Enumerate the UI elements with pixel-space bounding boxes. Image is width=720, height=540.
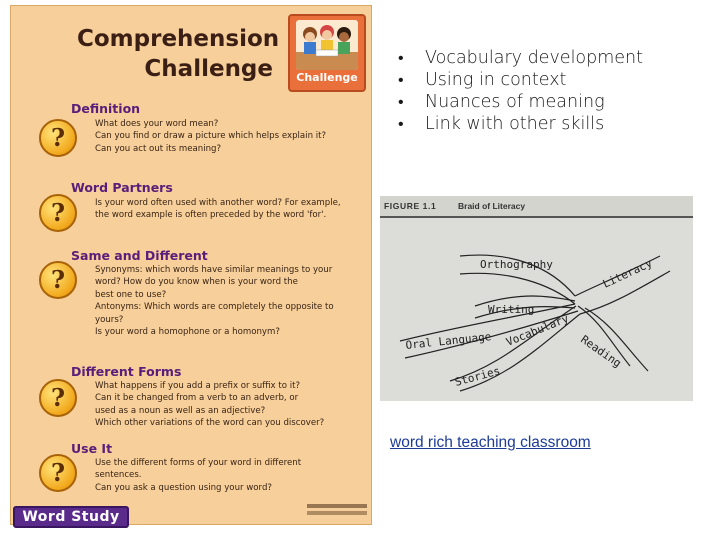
section-line: What does your word mean? — [95, 119, 219, 129]
section-body — [95, 380, 357, 430]
section-line: Synonyms: which words have similar meanings to your — [95, 265, 333, 275]
section-line: Is your word a homophone or a homonym? — [95, 327, 280, 338]
poster-credit-logo — [307, 503, 369, 520]
section-line: Is your word often used with another word? For example, — [95, 198, 341, 208]
braid-of-literacy-figure — [380, 196, 693, 401]
bullet-item: • Nuances of meaning — [398, 91, 643, 113]
challenge-badge-label: Challenge — [296, 71, 358, 84]
figure-title: Braid of Literacy — [458, 201, 526, 211]
strand-label: Writing — [488, 303, 535, 316]
bullet-item: • Vocabulary development — [398, 47, 643, 69]
section-line: Can you act out its meaning? — [95, 143, 222, 154]
section-body — [95, 264, 357, 338]
braid-drawing — [380, 196, 693, 401]
section-body — [95, 118, 357, 155]
section-heading: Same and Different — [71, 248, 208, 263]
poster-title-line2: Challenge — [144, 56, 273, 82]
question-mark-icon: ? — [39, 194, 77, 232]
word-study-badge: Word Study — [13, 506, 129, 528]
section-heading: Different Forms — [71, 364, 182, 379]
poster-title — [77, 24, 280, 84]
section-line: Use the different forms of your word in different — [95, 458, 302, 468]
strand-label: Reading — [578, 332, 624, 371]
poster-title-line1: Comprehension — [77, 26, 280, 52]
challenge-badge — [288, 14, 366, 92]
section-line: Can you ask a question using your word? — [95, 482, 272, 493]
strand-label: Vocabulary — [504, 311, 571, 349]
section-body — [95, 457, 357, 494]
section-heading: Word Partners — [71, 180, 173, 195]
strand-label: Literacy — [600, 256, 655, 291]
section-body — [95, 197, 357, 222]
section-line: the word example is often preceded by the word 'for'. — [95, 210, 327, 221]
question-mark-icon: ? — [39, 119, 77, 157]
strand-label: Oral Language — [404, 330, 492, 352]
bullet-item: • Using in context — [398, 69, 643, 91]
section-line: word? How do you know when is your word the — [95, 277, 298, 288]
word-rich-classroom-link[interactable]: word rich teaching classroom — [390, 434, 591, 451]
section-line: used as a noun as well as an adjective? — [95, 405, 266, 416]
section-line: Can you find or draw a picture which helps explain it? — [95, 131, 327, 142]
section-heading: Definition — [71, 101, 141, 116]
section-heading: Use It — [71, 441, 113, 456]
comprehension-challenge-poster — [10, 5, 372, 525]
section-line: sentences. — [95, 470, 142, 481]
section-line: Which other variations of the word can you discover? — [95, 418, 325, 429]
section-line: What happens if you add a prefix or suffix to it? — [95, 381, 301, 391]
children-illustration — [296, 20, 358, 70]
figure-label: FIGURE 1.1 — [384, 201, 437, 211]
section-line: Antonyms: Which words are completely the opposite to — [95, 302, 334, 313]
section-line: best one to use? — [95, 289, 167, 300]
section-line: yours? — [95, 314, 124, 325]
key-points-list — [398, 47, 643, 135]
strand-label: Orthography — [480, 258, 553, 271]
question-mark-icon: ? — [39, 454, 77, 492]
strand-label: Stories — [453, 364, 502, 389]
question-mark-icon: ? — [39, 261, 77, 299]
section-line: Can it be changed from a verb to an adverb, or — [95, 393, 299, 404]
question-mark-icon: ? — [39, 379, 77, 417]
bullet-item: • Link with other skills — [398, 113, 643, 135]
